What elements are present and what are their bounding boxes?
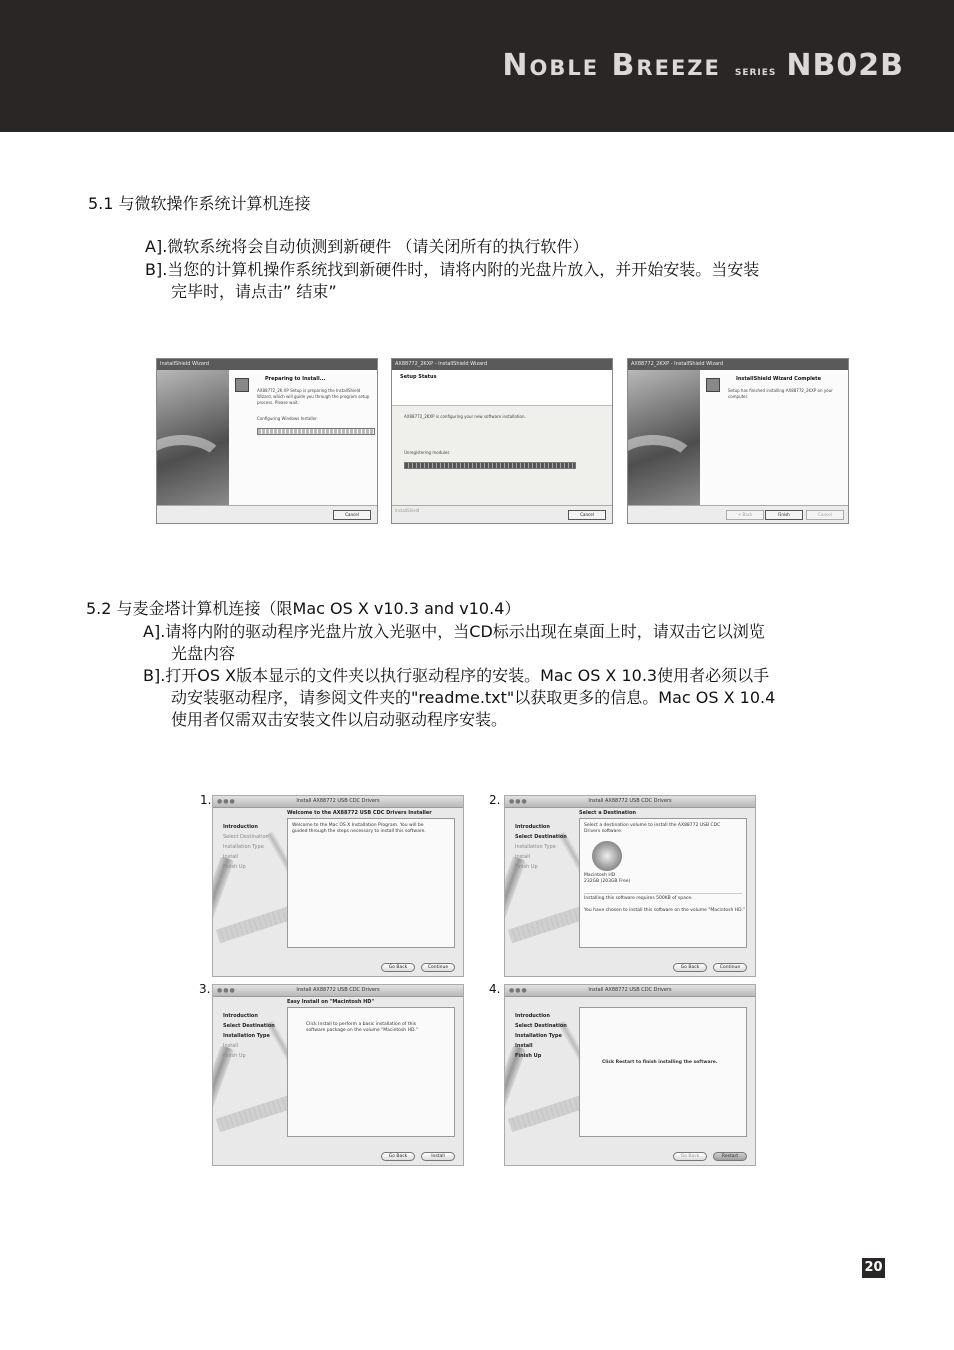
cancel-button[interactable]: Cancel bbox=[806, 510, 844, 520]
installer-icon bbox=[235, 378, 249, 392]
installer-steps bbox=[223, 1011, 293, 1061]
mac-content-pane bbox=[579, 1007, 747, 1137]
mac-window-title: Install AX88772 USB CDC Drivers bbox=[588, 987, 672, 993]
step-introduction: Introduction bbox=[515, 824, 550, 830]
windows-screenshot-preparing bbox=[156, 358, 378, 524]
step-finish-up: Finish Up bbox=[223, 1053, 246, 1059]
mac-content-pane bbox=[287, 818, 455, 948]
wizard-pane bbox=[700, 370, 848, 505]
section2-heading: 5.2 与麦金塔计算机连接（限Mac OS X v10.3 and v10.4） bbox=[86, 599, 521, 618]
wizard-side-art bbox=[628, 370, 700, 505]
mac-text-2: Drivers software. bbox=[584, 829, 623, 834]
section2-item-b-line2: 动安装驱动程序，请参阅文件夹的"readme.txt"以获取更多的信息。Mac OS X 10.4 bbox=[171, 688, 776, 707]
section2-item-b-line3: 使用者仅需双击安装文件以启动驱动程序安装。 bbox=[171, 710, 508, 729]
windows-screenshot-setup-status bbox=[391, 358, 613, 524]
footer-brand: InstallShield bbox=[395, 508, 420, 513]
step-install: Install bbox=[515, 1043, 533, 1049]
continue-button[interactable]: Continue bbox=[421, 963, 455, 972]
wizard-text-1: Setup has finished installing AX88772_2KXP on your bbox=[728, 388, 833, 393]
step-finish-up: Finish Up bbox=[515, 864, 538, 870]
step-installation-type: Installation Type bbox=[223, 1033, 270, 1039]
section2-item-a-line1: A].请将内附的驱动程序光盘片放入光驱中，当CD标示出现在桌面上时，请双击它以浏览 bbox=[143, 622, 765, 641]
cancel-button[interactable]: Cancel bbox=[333, 510, 371, 520]
mac-content-pane bbox=[287, 1007, 455, 1137]
progress-bar bbox=[257, 428, 375, 435]
brand-title bbox=[502, 48, 904, 83]
disk-icon[interactable] bbox=[592, 841, 622, 871]
go-back-button[interactable]: Go Back bbox=[673, 963, 707, 972]
step-select-destination: Select Destination bbox=[223, 834, 269, 840]
step-finish-up: Finish Up bbox=[223, 864, 246, 870]
mac-text-1: Welcome to the Mac OS X Installation Program. You will be bbox=[292, 823, 424, 828]
wizard-top-panel bbox=[392, 370, 612, 406]
disk-name: Macintosh HD bbox=[584, 873, 616, 878]
wizard-heading: Setup Status bbox=[400, 374, 437, 380]
wizard-text-3: process. Please wait. bbox=[257, 400, 299, 405]
mac-text-1: Select a destination volume to install the AX88772 USB CDC bbox=[584, 823, 721, 828]
go-back-button[interactable]: Go Back bbox=[673, 1152, 707, 1161]
mac-screenshot-introduction bbox=[212, 795, 464, 977]
wizard-heading: Preparing to Install... bbox=[265, 376, 326, 382]
step-select-destination: Select Destination bbox=[223, 1023, 275, 1029]
mac-window-title: Install AX88772 USB CDC Drivers bbox=[588, 798, 672, 804]
continue-button[interactable]: Continue bbox=[713, 963, 747, 972]
step-finish-up: Finish Up bbox=[515, 1053, 542, 1059]
window-titlebar: InstallShield Wizard bbox=[157, 359, 377, 370]
step-install: Install bbox=[223, 1043, 239, 1049]
step-select-destination: Select Destination bbox=[515, 1023, 567, 1029]
mac-titlebar bbox=[213, 796, 463, 808]
mac-window-title: Install AX88772 USB CDC Drivers bbox=[296, 798, 380, 804]
section1-heading: 5.1 与微软操作系统计算机连接 bbox=[88, 194, 311, 213]
wizard-status: Unregistering modules bbox=[404, 450, 450, 455]
cancel-button[interactable]: Cancel bbox=[568, 510, 606, 520]
go-back-button[interactable]: Go Back bbox=[381, 963, 415, 972]
screenshot-number: 3. bbox=[199, 982, 211, 996]
wizard-text-1: AX88772_2KXP is configuring your new software installation. bbox=[404, 414, 526, 419]
pencil-art-icon bbox=[212, 1045, 234, 1163]
pencil-art-icon bbox=[504, 856, 526, 974]
progress-bar bbox=[404, 462, 576, 469]
section1-item-b-line1: B].当您的计算机操作系统找到新硬件时，请将内附的光盘片放入，并开始安装。当安装 bbox=[145, 260, 760, 279]
wizard-body bbox=[392, 406, 612, 505]
wizard-heading: InstallShield Wizard Complete bbox=[736, 376, 821, 382]
mac-text-1: Click Install to perform a basic installation of this bbox=[306, 1022, 417, 1027]
mac-text-4: You have chosen to install this software on the volume "Macintosh HD." bbox=[584, 908, 746, 913]
windows-screenshot-complete bbox=[627, 358, 849, 524]
installer-icon bbox=[706, 378, 720, 392]
screenshot-number: 1. bbox=[200, 793, 212, 807]
wizard-footer bbox=[392, 505, 612, 523]
mac-screenshot-destination bbox=[504, 795, 756, 977]
mac-text-2: guided through the steps necessary to install this software. bbox=[292, 829, 426, 834]
wizard-footer bbox=[157, 505, 377, 523]
section2-item-a-line2: 光盘内容 bbox=[171, 644, 236, 663]
window-controls-icon: ●●● bbox=[509, 798, 528, 805]
step-installation-type: Installation Type bbox=[515, 1033, 562, 1039]
brand-model: NB02B bbox=[786, 48, 904, 83]
step-install: Install bbox=[223, 854, 239, 860]
brand-series: series bbox=[734, 64, 777, 79]
window-titlebar: AX88772_2KXP - InstallShield Wizard bbox=[392, 359, 612, 370]
section1-item-a: A].微软系统将会自动侦测到新硬件 （请关闭所有的执行软件） bbox=[145, 237, 589, 256]
wizard-status: Configuring Windows Installer bbox=[257, 416, 317, 421]
window-controls-icon: ●●● bbox=[217, 798, 236, 805]
mac-text-2: software package on the volume "Macintosh HD." bbox=[306, 1028, 418, 1033]
window-controls-icon: ●●● bbox=[509, 987, 528, 994]
wizard-text-2: Wizard, which will guide you through the program setup bbox=[257, 394, 370, 399]
back-button[interactable]: < Back bbox=[726, 510, 764, 520]
mac-content-pane bbox=[579, 818, 747, 948]
install-button[interactable]: Install bbox=[421, 1152, 455, 1161]
installer-steps bbox=[223, 822, 293, 872]
wizard-side-art bbox=[157, 370, 229, 505]
mac-screenshot-finish bbox=[504, 984, 756, 1166]
wizard-footer bbox=[628, 505, 848, 523]
installer-steps bbox=[515, 822, 585, 872]
step-installation-type: Installation Type bbox=[515, 844, 556, 850]
mac-screenshot-easy-install bbox=[212, 984, 464, 1166]
wizard-text-1: AX88772_2K XP Setup is preparing the InstallShield bbox=[257, 388, 361, 393]
mac-text-1: Click Restart to finish installing the software. bbox=[602, 1060, 718, 1065]
page-number: 20 bbox=[862, 1258, 885, 1278]
mac-window-title: Install AX88772 USB CDC Drivers bbox=[296, 987, 380, 993]
pencil-art-icon bbox=[212, 856, 234, 974]
mac-titlebar bbox=[505, 985, 755, 997]
brand-name: Noble Breeze bbox=[502, 48, 721, 83]
screenshot-number: 2. bbox=[489, 793, 501, 807]
window-titlebar: AX88772_2KXP - InstallShield Wizard bbox=[628, 359, 848, 370]
section2-item-b-line1: B].打开OS X版本显示的文件夹以执行驱动程序的安装。Mac OS X 10.3使用者必须以手 bbox=[143, 666, 770, 685]
screenshot-number: 4. bbox=[489, 982, 501, 996]
step-installation-type: Installation Type bbox=[223, 844, 264, 850]
pencil-art-icon bbox=[504, 1045, 526, 1163]
wizard-text-2: computer. bbox=[728, 394, 749, 399]
section1-item-b-line2: 完毕时，请点击” 结束” bbox=[171, 282, 337, 301]
step-introduction: Introduction bbox=[223, 824, 258, 830]
mac-titlebar bbox=[213, 985, 463, 997]
installer-steps bbox=[515, 1011, 585, 1061]
step-install: Install bbox=[515, 854, 531, 860]
step-select-destination: Select Destination bbox=[515, 834, 567, 840]
wizard-pane bbox=[229, 370, 377, 505]
step-introduction: Introduction bbox=[515, 1013, 550, 1019]
finish-button[interactable]: Finish bbox=[765, 510, 803, 520]
go-back-button[interactable]: Go Back bbox=[381, 1152, 415, 1161]
window-controls-icon: ●●● bbox=[217, 987, 236, 994]
mac-text-3: Installing this software requires 500KB of space. bbox=[584, 893, 742, 902]
step-introduction: Introduction bbox=[223, 1013, 258, 1019]
page-header bbox=[0, 0, 954, 132]
mac-titlebar bbox=[505, 796, 755, 808]
disk-size: 232GB (203GB Free) bbox=[584, 879, 631, 884]
restart-button[interactable]: Restart bbox=[713, 1152, 747, 1161]
mac-heading: Welcome to the AX88772 USB CDC Drivers Installer bbox=[287, 810, 432, 816]
mac-heading: Select a Destination bbox=[579, 810, 636, 816]
mac-heading: Easy Install on "Macintosh HD" bbox=[287, 999, 375, 1005]
